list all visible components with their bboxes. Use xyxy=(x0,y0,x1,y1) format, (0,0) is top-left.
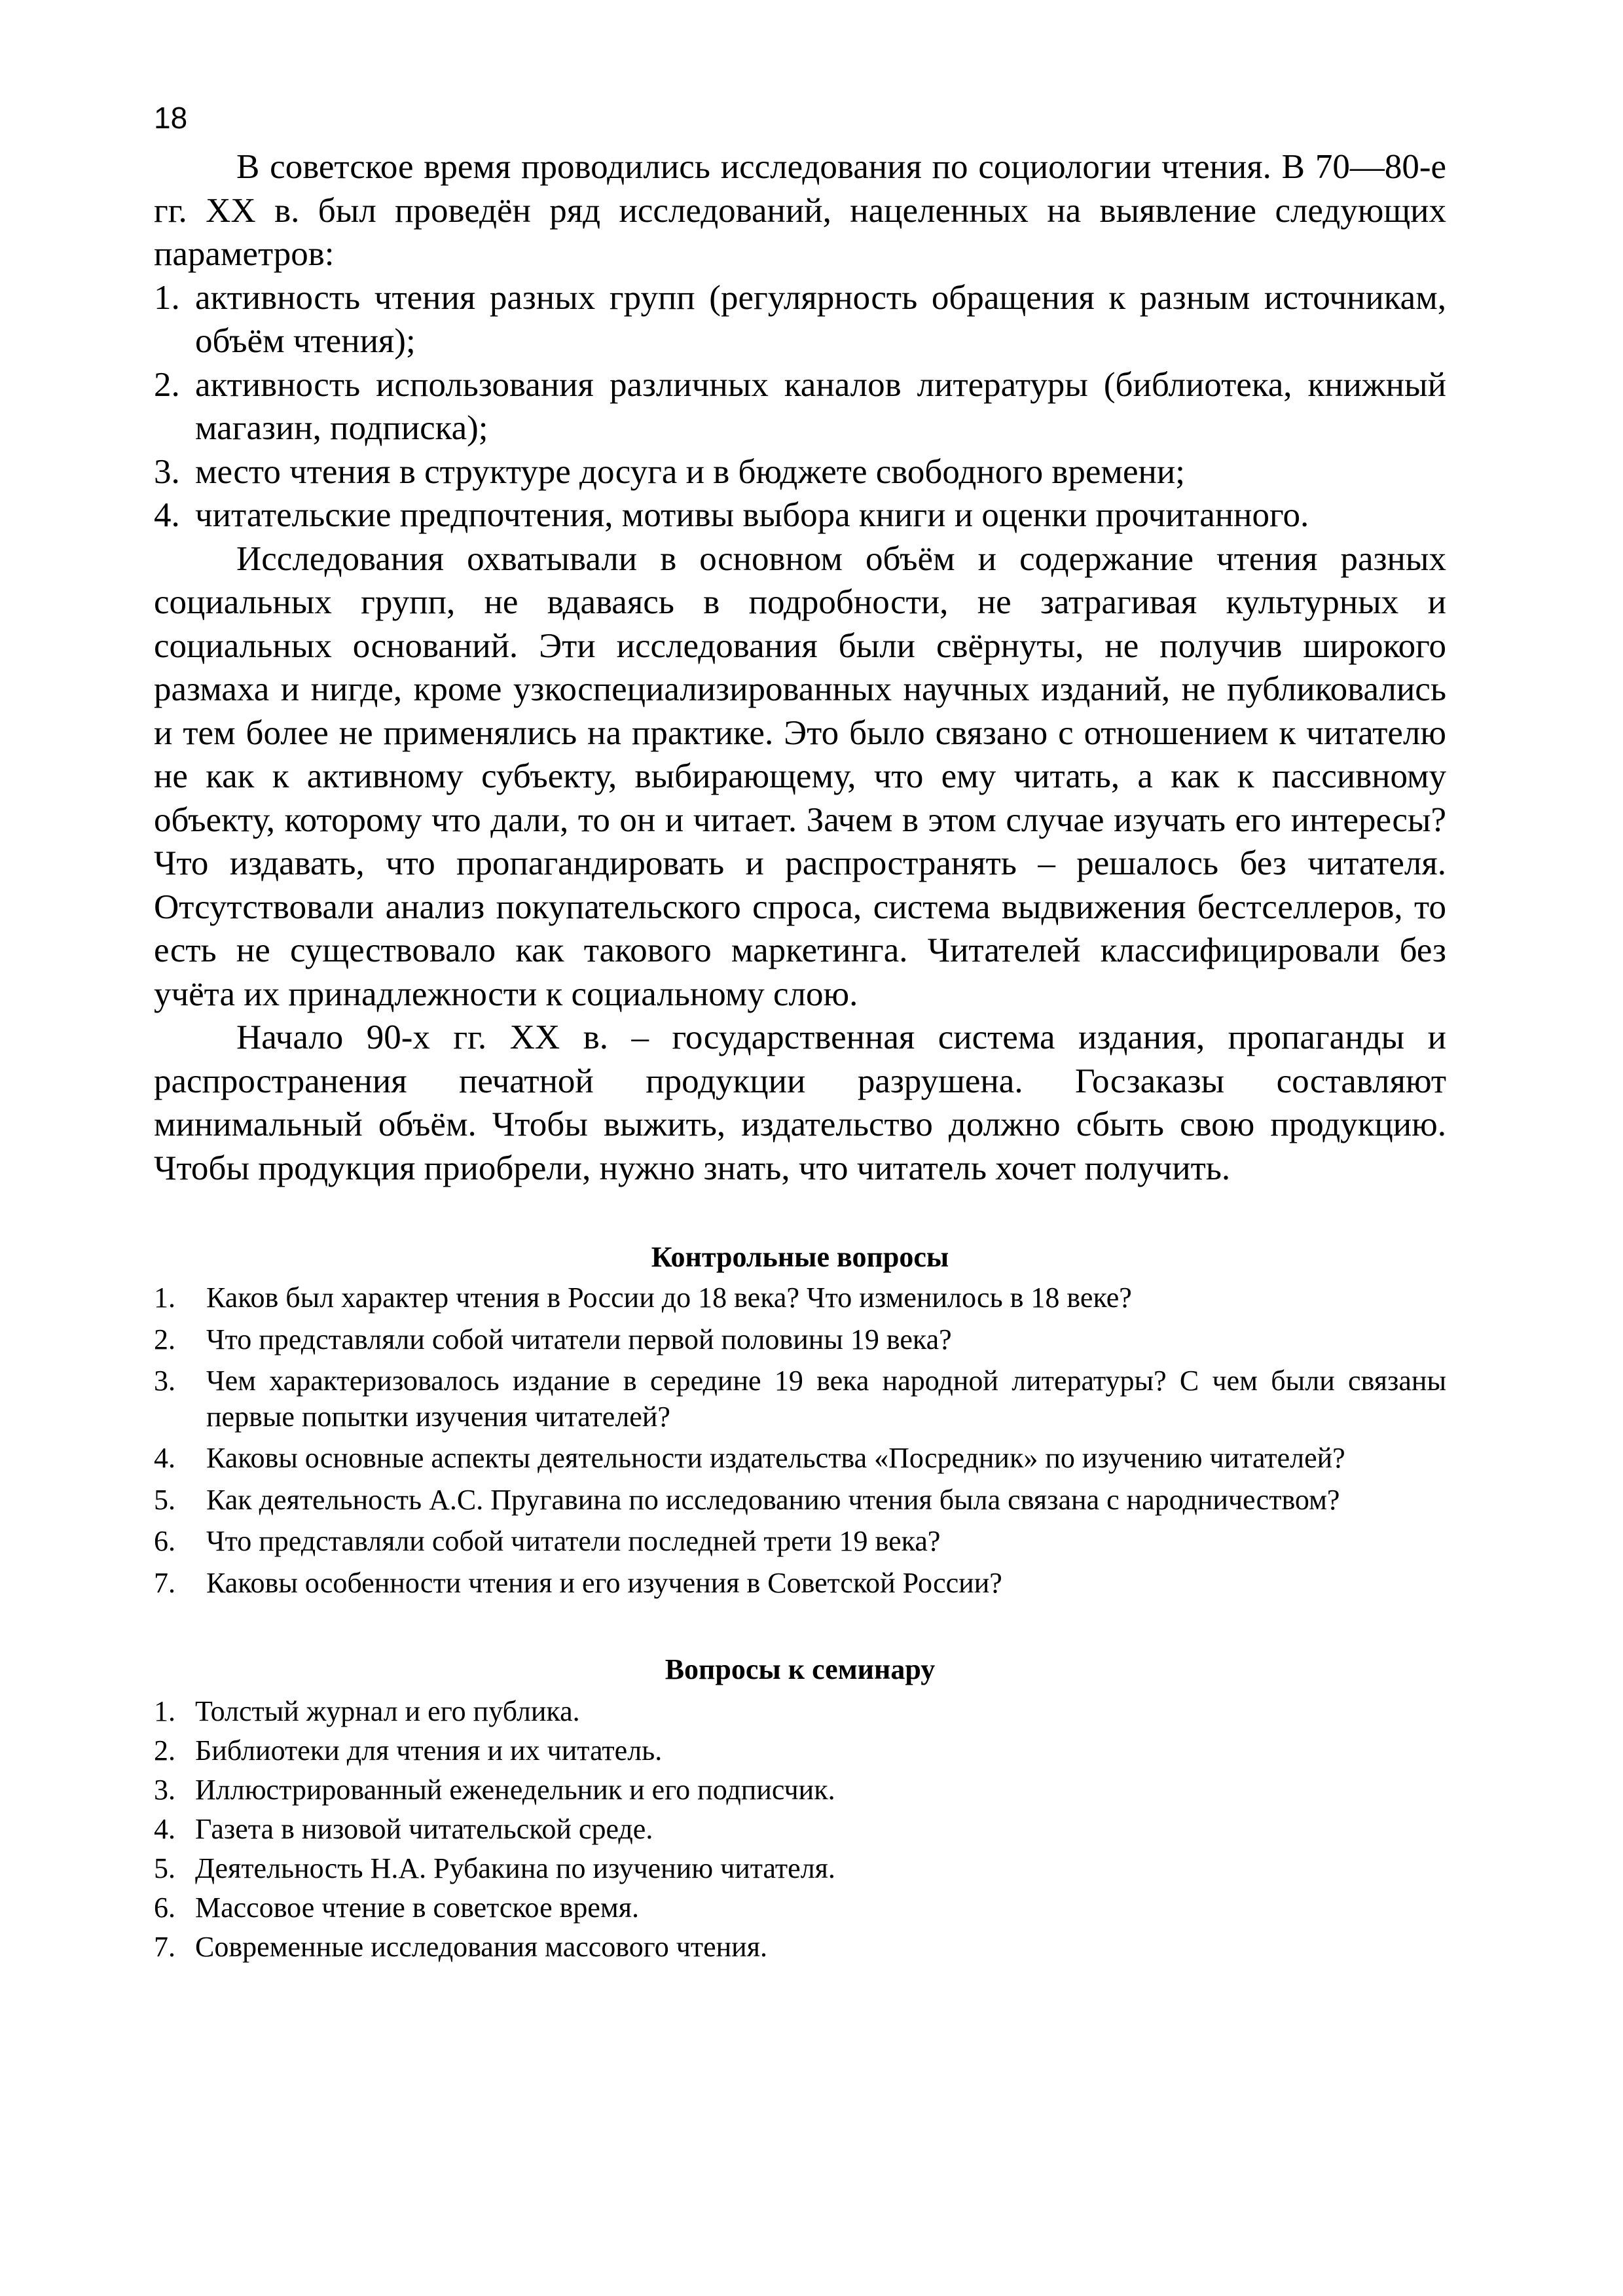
list-item xyxy=(154,363,1446,450)
list-item-text: Что представляли собой читатели первой половины 19 века? xyxy=(206,1323,952,1355)
list-item-number: 2. xyxy=(154,365,180,404)
list-item xyxy=(154,1693,1446,1731)
list-item xyxy=(154,450,1446,494)
list-item-number: 3. xyxy=(154,1774,175,1806)
list-item xyxy=(154,1771,1446,1809)
list-item xyxy=(154,1889,1446,1927)
list-item-number: 4. xyxy=(154,1442,175,1474)
parameters-list xyxy=(154,276,1446,537)
list-item xyxy=(154,1482,1446,1518)
list-item xyxy=(154,493,1446,537)
list-item-text: место чтения в структуре досуга и в бюджете свободного времени; xyxy=(195,452,1185,491)
list-item-number: 6. xyxy=(154,1525,175,1557)
list-item xyxy=(154,1928,1446,1966)
list-item xyxy=(154,1363,1446,1435)
list-item-text: Газета в низовой читательской среде. xyxy=(195,1813,653,1845)
list-item xyxy=(154,1810,1446,1848)
list-item-text: читательские предпочтения, мотивы выбора книги и оценки прочитанного. xyxy=(195,496,1309,534)
list-item-number: 4. xyxy=(154,496,180,534)
nineties-paragraph: Начало 90-х гг. XX в. – государственная система издания, пропаганды и распространения печатной продукции разрушена. Госзаказы составляют минимальный объём. Чтобы выжить, издательство должно сбыть свою продукцию. Чтобы продукция приобрели, нужно знать, что читатель хочет получить. xyxy=(154,1018,1446,1187)
list-item-number: 3. xyxy=(154,1365,175,1397)
control-questions-section xyxy=(154,1240,1446,1601)
list-item-number: 1. xyxy=(154,278,180,317)
list-item xyxy=(154,1850,1446,1888)
list-item-number: 7. xyxy=(154,1931,175,1963)
list-item-text: активность использования различных каналов литературы (библиотека, книжный магазин, подписка); xyxy=(195,365,1446,447)
page-number: 18 xyxy=(154,101,188,135)
list-item-text: Деятельность Н.А. Рубакина по изучению читателя. xyxy=(195,1852,835,1884)
research-paragraph: Исследования охватывали в основном объём и содержание чтения разных социальных групп, не вдаваясь в подробности, не затрагивая культурных и социальных оснований. Эти исследования были свёрнуты, не получив широкого размаха и нигде, кроме узкоспециализированных научных изданий, не публиковались и тем более не применялись на практике. Это было связано с отношением к читателю не как к активному субъекту, выбирающему, что ему читать, а как к пассивному объекту, которому что дали, то он и читает. Зачем в этом случае изучать его интересы? Что издавать, что пропагандировать и распространять – решалось без читателя. Отсутствовали анализ покупательского спроса, система выдвижения бестселлеров, то есть не существовало как такового маркетинга. Читателей классифицировали без учёта их принадлежности к социальному слою. xyxy=(154,539,1446,1013)
list-item-number: 4. xyxy=(154,1813,175,1845)
list-item-text: Массовое чтение в советское время. xyxy=(195,1892,640,1924)
list-item-text: Толстый журнал и его публика. xyxy=(195,1695,580,1727)
seminar-questions-title: Вопросы к семинару xyxy=(665,1653,936,1685)
list-item xyxy=(154,1524,1446,1560)
list-item-number: 5. xyxy=(154,1483,175,1516)
list-item-text: Библиотеки для чтения и их читатель. xyxy=(195,1734,663,1767)
list-item xyxy=(154,1732,1446,1770)
list-item-text: Иллюстрированный еженедельник и его подписчик. xyxy=(195,1774,835,1806)
list-item-text: Каковы особенности чтения и его изучения в Советской России? xyxy=(206,1566,1002,1599)
list-item-text: Чем характеризовалось издание в середине 19 века народной литературы? С чем были связаны первые попытки изучения читателей? xyxy=(206,1365,1446,1433)
list-item-number: 2. xyxy=(154,1323,175,1355)
list-item-number: 1. xyxy=(154,1695,175,1727)
list-item-number: 2. xyxy=(154,1734,175,1767)
list-item-text: Каковы основные аспекты деятельности издательства «Посредник» по изучению читателей? xyxy=(206,1442,1345,1474)
list-item-text: Как деятельность А.С. Пругавина по исследованию чтения была связана с народничеством? xyxy=(206,1483,1340,1516)
list-item-text: Каков был характер чтения в России до 18 века? Что изменилось в 18 веке? xyxy=(206,1282,1132,1314)
list-item xyxy=(154,276,1446,363)
control-questions-list xyxy=(154,1280,1446,1601)
list-item-number: 1. xyxy=(154,1282,175,1314)
list-item-text: Современные исследования массового чтения. xyxy=(195,1931,767,1963)
intro-paragraph: В советское время проводились исследования по социологии чтения. В 70—80-е гг. XX в. был проведён ряд исследований, нацеленных на выявление следующих параметров: xyxy=(154,148,1446,273)
seminar-questions-section xyxy=(154,1652,1446,1966)
main-text xyxy=(154,145,1446,1190)
list-item-number: 3. xyxy=(154,452,180,491)
list-item-number: 5. xyxy=(154,1852,175,1884)
list-item xyxy=(154,1566,1446,1602)
list-item-number: 6. xyxy=(154,1892,175,1924)
list-item-number: 7. xyxy=(154,1566,175,1599)
list-item-text: Что представляли собой читатели последней трети 19 века? xyxy=(206,1525,941,1557)
list-item xyxy=(154,1441,1446,1477)
list-item xyxy=(154,1280,1446,1316)
list-item xyxy=(154,1322,1446,1358)
control-questions-title: Контрольные вопросы xyxy=(651,1241,949,1273)
list-item-text: активность чтения разных групп (регулярность обращения к разным источникам, объём чтения); xyxy=(195,278,1446,360)
seminar-questions-list xyxy=(154,1693,1446,1966)
